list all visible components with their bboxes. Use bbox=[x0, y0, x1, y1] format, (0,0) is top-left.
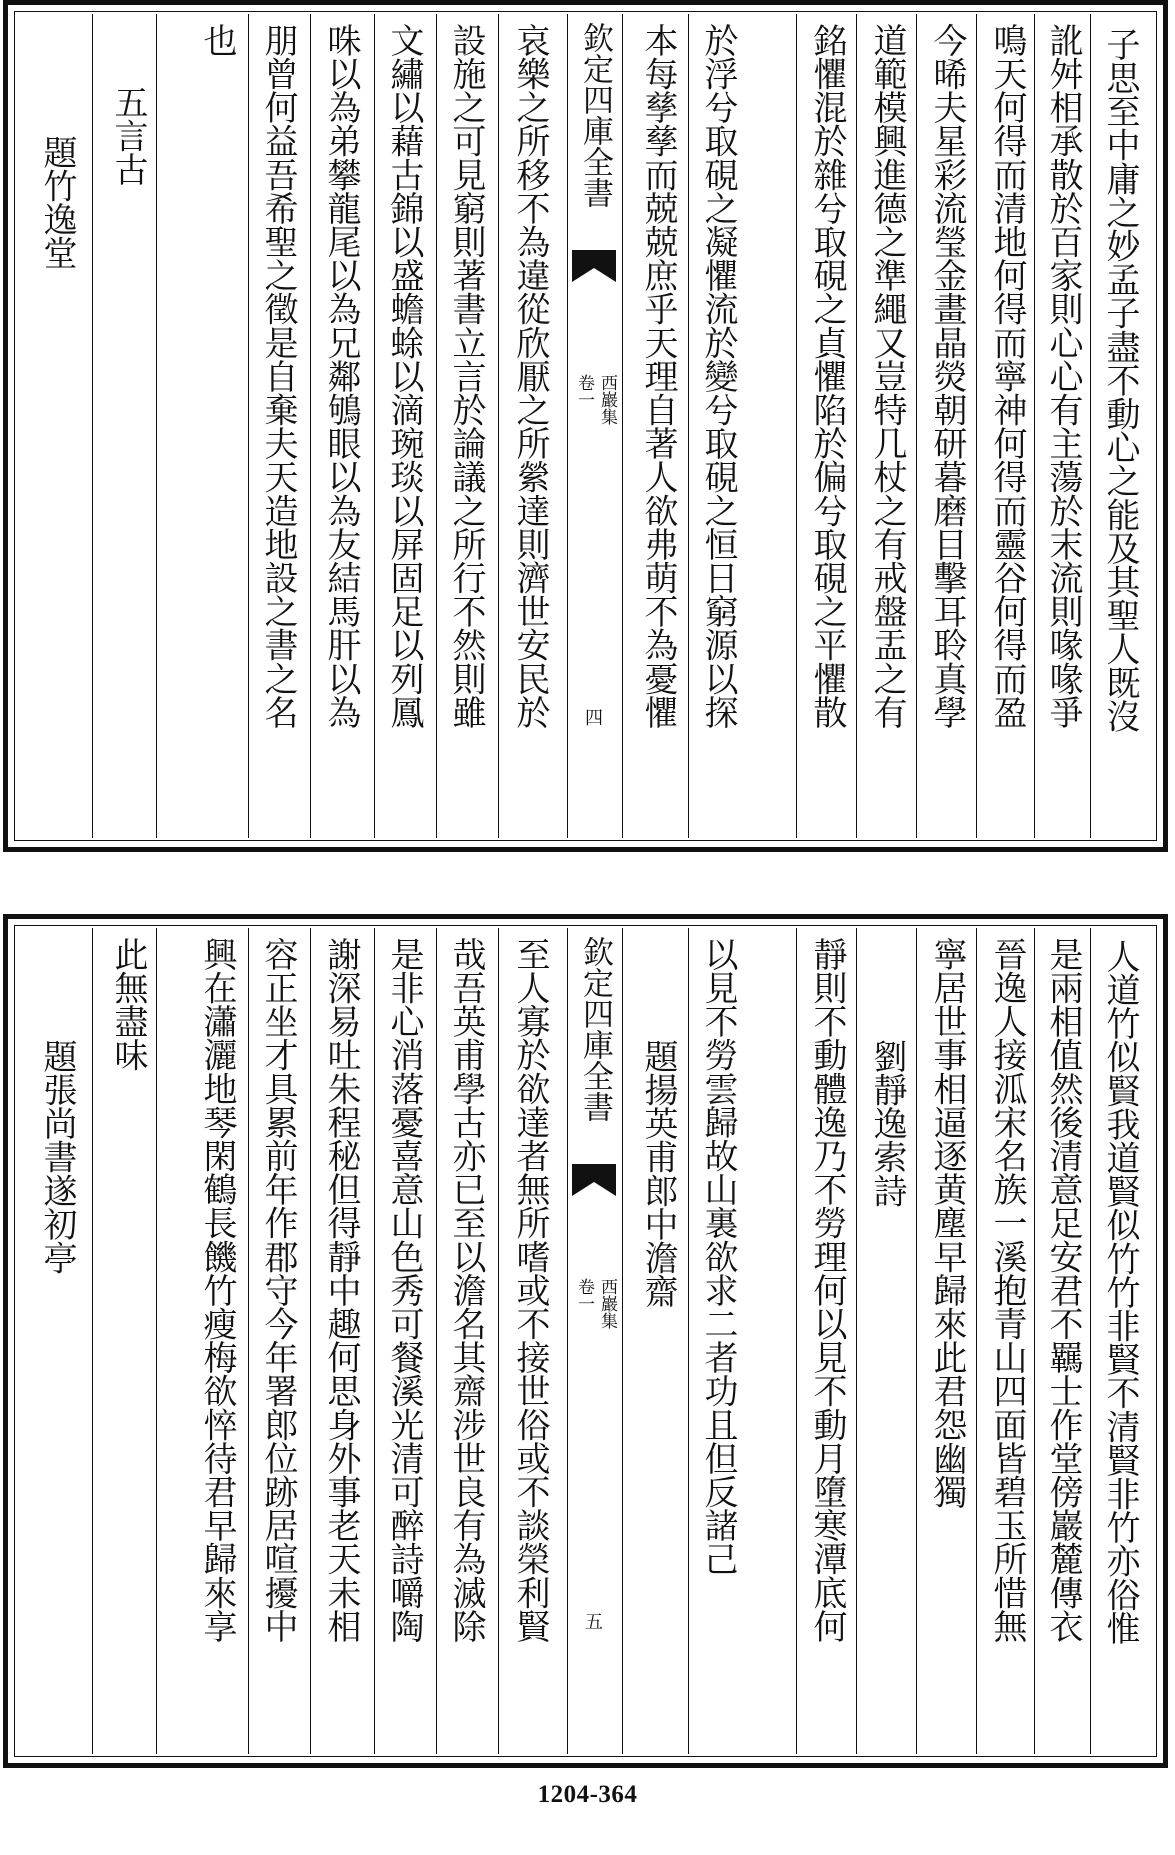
fish-tail-mark-icon bbox=[572, 250, 616, 288]
text-column: 訛舛相承散於百家則心心有主蕩於末流則喙喙爭 bbox=[1043, 23, 1083, 729]
strip-title: 欽定四庫全書 bbox=[577, 936, 613, 1122]
column-rule bbox=[796, 14, 797, 838]
column-rule bbox=[436, 928, 437, 1754]
poem-title: 題揚英甫郎中澹齋 bbox=[638, 1039, 678, 1308]
text-column: 至人寡於欲達者無所嗜或不接世俗或不談榮利賢 bbox=[510, 937, 550, 1643]
column-rule bbox=[976, 928, 977, 1754]
text-column: 哀樂之所移不為違從欣厭之所縈達則濟世安民於 bbox=[510, 23, 550, 729]
column-rule bbox=[916, 928, 917, 1754]
strip-volume: 卷一 bbox=[574, 374, 594, 408]
text-column: 以見不勞雲歸故山裏欲求二者功且但反諸己 bbox=[698, 937, 738, 1576]
text-column: 設施之可見窮則著書立言於論議之所行不然則雖 bbox=[446, 23, 486, 729]
text-column: 晉逸人接泒宋名族一溪抱青山四面皆碧玉所惜無 bbox=[987, 937, 1027, 1643]
column-rule bbox=[1090, 14, 1091, 838]
catalog-page-code: 1204-364 bbox=[537, 1781, 638, 1808]
column-rule bbox=[92, 14, 93, 838]
text-column: 子思至中庸之妙孟子盡不動心之能及其聖人既沒 bbox=[1100, 27, 1140, 733]
column-rule bbox=[856, 928, 857, 1754]
column-rule bbox=[248, 928, 249, 1754]
text-column: 謝深易吐朱程秘但得靜中趣何思身外事老天未相 bbox=[321, 937, 361, 1643]
text-column: 今晞夫星彩流瑩金畫晶熒朝研暮磨目擊耳聆真學 bbox=[927, 23, 967, 729]
strip-page-number: 四 bbox=[585, 708, 603, 729]
text-column: 此無盡味 bbox=[108, 937, 148, 1072]
poem-title: 劉靜逸索詩 bbox=[867, 1039, 907, 1208]
text-column: 容正坐才具累前年作郡守今年署郎位跡居喧擾中 bbox=[258, 937, 298, 1643]
column-rule bbox=[1034, 14, 1035, 838]
section-heading: 五言古 bbox=[108, 85, 148, 186]
column-rule bbox=[688, 928, 689, 1754]
strip-book-title: 西巖集 bbox=[597, 374, 617, 425]
poem-title: 題張尚書遂初亭 bbox=[37, 1039, 77, 1275]
column-rule bbox=[688, 14, 689, 838]
column-rule bbox=[374, 14, 375, 838]
text-column: 也 bbox=[197, 23, 237, 57]
center-strip bbox=[567, 14, 623, 838]
column-rule bbox=[374, 928, 375, 1754]
text-column: 靜則不動體逸乃不勞理何以見不動月墮寒潭底何 bbox=[807, 937, 847, 1643]
text-column: 鳴天何得而清地何得而寧神何得而靈谷何得而盈 bbox=[987, 23, 1027, 729]
text-column: 寧居世事相逼逐黄塵早歸來此君怨幽獨 bbox=[927, 937, 967, 1509]
column-rule bbox=[156, 928, 157, 1754]
text-column: 興在瀟灑地琴閑鶴長饑竹瘦梅欲悴待君早歸來享 bbox=[197, 937, 237, 1643]
column-rule bbox=[248, 14, 249, 838]
strip-volume: 卷一 bbox=[574, 1278, 594, 1312]
text-column: 本每孳孳而兢兢庶乎天理自著人欲弗萌不為憂懼 bbox=[638, 23, 678, 729]
column-rule bbox=[156, 14, 157, 838]
poem-title: 題竹逸堂 bbox=[37, 135, 77, 270]
strip-title: 欽定四庫全書 bbox=[577, 22, 613, 208]
text-column: 哉吾英甫學古亦已至以澹名其齋涉世良有為滅除 bbox=[446, 937, 486, 1643]
column-rule bbox=[1090, 928, 1091, 1754]
fish-tail-mark-icon bbox=[572, 1164, 616, 1202]
column-rule bbox=[92, 928, 93, 1754]
top-page-frame bbox=[3, 0, 1168, 852]
text-column: 於浮兮取硯之凝懼流於變兮取硯之恒日窮源以探 bbox=[698, 23, 738, 729]
column-rule bbox=[498, 928, 499, 1754]
column-rule bbox=[916, 14, 917, 838]
column-rule bbox=[976, 14, 977, 838]
text-column: 銘懼混於雜兮取硯之貞懼陷於偏兮取硯之平懼散 bbox=[807, 23, 847, 729]
column-rule bbox=[310, 928, 311, 1754]
column-rule bbox=[310, 14, 311, 838]
center-strip bbox=[567, 928, 623, 1754]
strip-page-number: 五 bbox=[585, 1612, 603, 1633]
column-rule bbox=[436, 14, 437, 838]
column-rule bbox=[796, 928, 797, 1754]
text-column: 朋曾何益吾希聖之徵是自棄夫天造地設之書之名 bbox=[258, 23, 298, 729]
text-column: 是兩相值然後清意足安君不羈士作堂傍巖麓傳衣 bbox=[1043, 937, 1083, 1643]
column-rule bbox=[856, 14, 857, 838]
column-rule bbox=[1034, 928, 1035, 1754]
column-rule bbox=[498, 14, 499, 838]
strip-book-title: 西巖集 bbox=[597, 1278, 617, 1329]
text-column: 人道竹似賢我道賢似竹竹非賢不清賢非竹亦俗惟 bbox=[1100, 939, 1140, 1645]
text-column: 文繡以藉古錦以盛蟾蜍以滴琬琰以屏固足以列鳳 bbox=[384, 23, 424, 729]
bottom-page-frame bbox=[3, 914, 1168, 1768]
text-column: 咮以為弟攀龍尾以為兄鄰鴝眼以為友結馬肝以為 bbox=[321, 23, 361, 729]
text-column: 是非心消落憂喜意山色秀可餐溪光清可醉詩嚼陶 bbox=[384, 937, 424, 1643]
text-column: 道範模興進德之準繩又豈特几杖之有戒盤盂之有 bbox=[867, 23, 907, 729]
